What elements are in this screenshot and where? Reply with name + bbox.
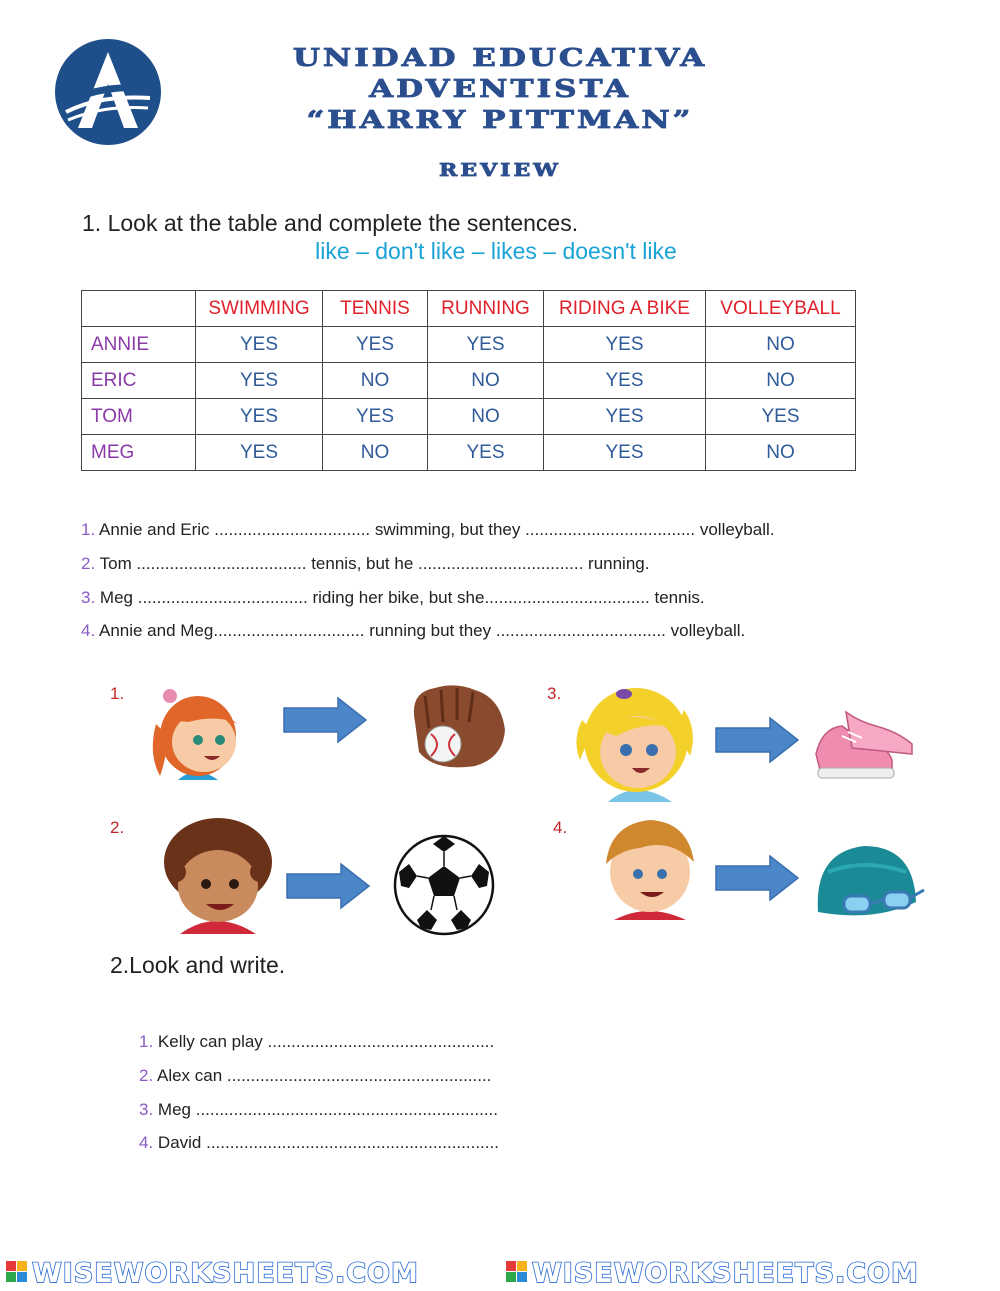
- write-text: Meg ................................................................: [157, 1100, 498, 1119]
- sentence-text: Annie and Meg................................ running but they .................................... volleyball.: [98, 621, 746, 640]
- soccer-ball-illustration: [393, 834, 495, 936]
- watermark-footer: [0, 1255, 1000, 1287]
- picture-label: 2.: [110, 818, 125, 837]
- write-number: 4.: [139, 1133, 154, 1152]
- table-cell: NO: [323, 363, 428, 399]
- table-cell: YES: [544, 363, 706, 399]
- watermark-text: WISEWORKSHEETS.COM: [32, 1258, 419, 1287]
- table-cell: YES: [428, 435, 544, 471]
- sentence-text: Annie and Eric ................................. swimming, but they .................................... volleyball.: [98, 520, 775, 539]
- table-cell: YES: [323, 399, 428, 435]
- picture-label: 1.: [110, 684, 125, 703]
- write-item: [139, 1100, 498, 1120]
- sentence-item: [81, 520, 775, 540]
- sentence-number: 1.: [81, 520, 96, 539]
- sentence-number: 2.: [81, 554, 96, 573]
- table-cell: YES: [706, 399, 856, 435]
- row-name: TOM: [82, 399, 196, 435]
- sentence-text: Meg .................................... riding her bike, but she................................... tennis.: [99, 588, 705, 607]
- school-name-line2: ADVENTISTA: [369, 75, 631, 104]
- baseball-glove-illustration: [405, 682, 509, 770]
- sneakers-illustration: [812, 708, 916, 786]
- write-item: [139, 1032, 494, 1052]
- boy-curly-hair-illustration: [160, 816, 274, 936]
- arrow-right-icon: [285, 862, 371, 910]
- write-text: Alex can ........................................................: [156, 1066, 492, 1085]
- write-number: 2.: [139, 1066, 154, 1085]
- arrow-right-icon: [714, 716, 800, 764]
- table-cell: NO: [323, 435, 428, 471]
- table-row: [82, 435, 856, 471]
- table-cell: YES: [196, 399, 323, 435]
- arrow-right-icon: [282, 696, 368, 744]
- boy-blond-illustration: [600, 814, 698, 922]
- school-name-line3: “HARRY PITTMAN”: [306, 106, 694, 135]
- table-header: VOLLEYBALL: [706, 291, 856, 327]
- write-number: 1.: [139, 1032, 154, 1051]
- table-corner-cell: [82, 291, 196, 327]
- exercise2-instruction: 2.Look and write.: [110, 952, 286, 978]
- table-cell: YES: [544, 435, 706, 471]
- sentence-item: [81, 588, 705, 608]
- write-text: Kelly can play ................................................: [157, 1032, 495, 1051]
- table-cell: YES: [323, 327, 428, 363]
- row-name: ERIC: [82, 363, 196, 399]
- review-title: REVIEW: [439, 160, 561, 181]
- girl-red-hair-illustration: [148, 684, 244, 784]
- watermark-text: WISEWORKSHEETS.COM: [532, 1258, 919, 1287]
- word-bank: like – don't like – likes – doesn't like: [315, 238, 677, 264]
- sentence-item: [81, 621, 745, 641]
- table-header: TENNIS: [323, 291, 428, 327]
- picture-label: 3.: [547, 684, 562, 703]
- sentence-text: Tom .................................... tennis, but he ................................... running.: [99, 554, 650, 573]
- sentence-item: [81, 554, 649, 574]
- table-cell: YES: [196, 327, 323, 363]
- watermark-logo-icon: [6, 1261, 27, 1282]
- table-cell: NO: [428, 363, 544, 399]
- table-cell: YES: [544, 399, 706, 435]
- school-name-line1: UNIDAD EDUCATIVA: [292, 44, 708, 73]
- girl-blonde-illustration: [572, 680, 698, 804]
- table-cell: NO: [706, 435, 856, 471]
- write-item: [139, 1133, 499, 1153]
- table-row: [82, 327, 856, 363]
- table-cell: YES: [428, 327, 544, 363]
- row-name: ANNIE: [82, 327, 196, 363]
- row-name: MEG: [82, 435, 196, 471]
- write-text: David ..............................................................: [157, 1133, 499, 1152]
- table-cell: NO: [428, 399, 544, 435]
- table-header: RUNNING: [428, 291, 544, 327]
- sentence-number: 3.: [81, 588, 96, 607]
- table-header-row: [82, 291, 856, 327]
- table-header: RIDING A BIKE: [544, 291, 706, 327]
- school-logo: [54, 38, 162, 146]
- likes-table: [81, 290, 856, 471]
- table-cell: YES: [196, 363, 323, 399]
- sentence-number: 4.: [81, 621, 96, 640]
- swim-cap-goggles-illustration: [814, 842, 928, 928]
- write-number: 3.: [139, 1100, 154, 1119]
- table-cell: YES: [544, 327, 706, 363]
- table-row: [82, 399, 856, 435]
- table-cell: NO: [706, 363, 856, 399]
- table-header: SWIMMING: [196, 291, 323, 327]
- table-row: [82, 363, 856, 399]
- arrow-right-icon: [714, 854, 800, 902]
- picture-label: 4.: [553, 818, 568, 837]
- exercise1-instruction: 1. Look at the table and complete the sentences.: [82, 210, 579, 236]
- write-item: [139, 1066, 491, 1086]
- table-cell: YES: [196, 435, 323, 471]
- table-cell: NO: [706, 327, 856, 363]
- watermark-logo-icon: [506, 1261, 527, 1282]
